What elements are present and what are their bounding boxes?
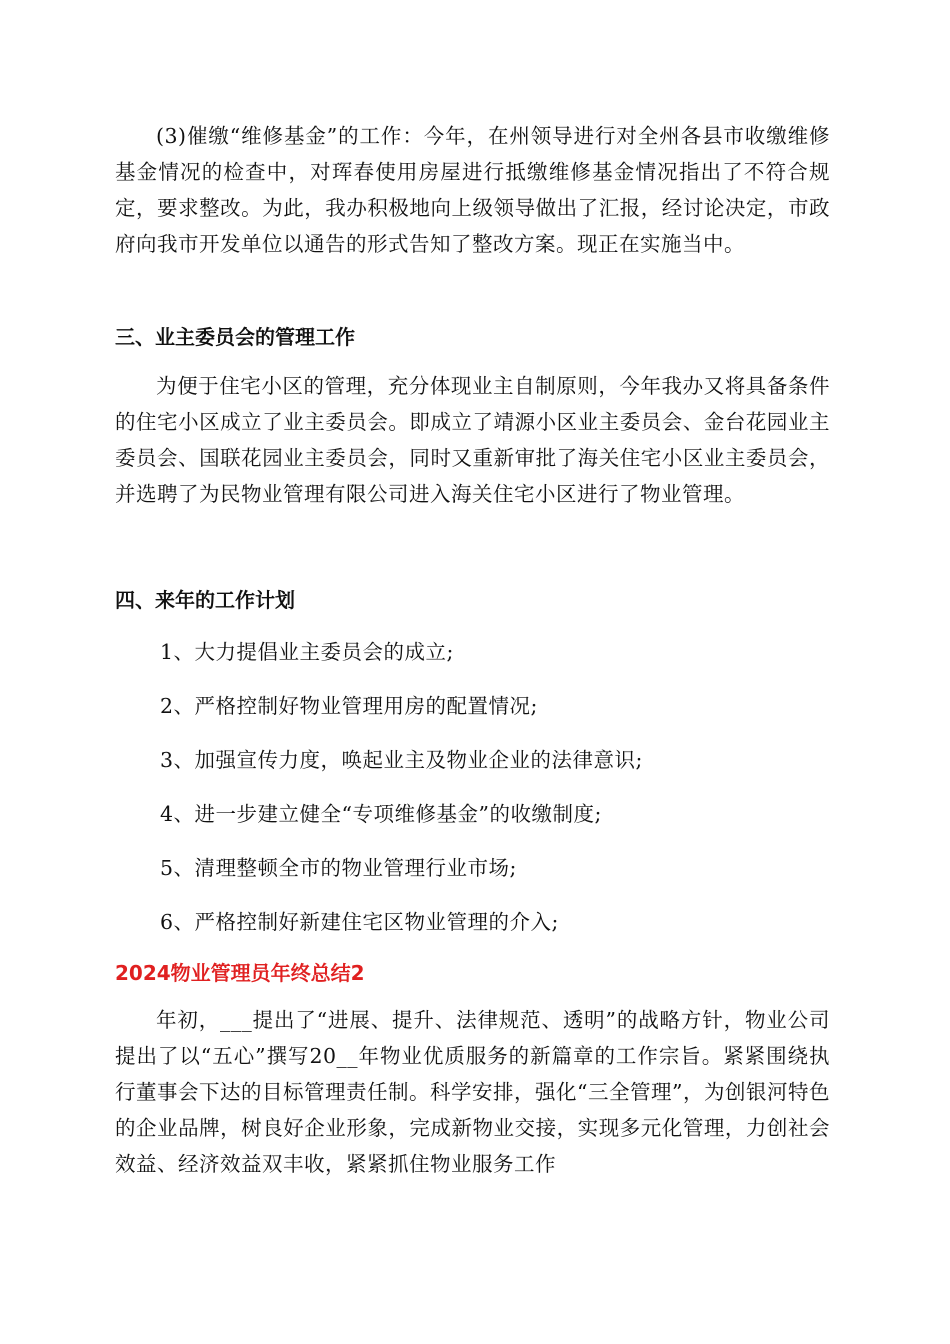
heading-next-year-plan: 四、来年的工作计划 (115, 588, 295, 612)
list-item: 3、加强宣传力度，唤起业主及物业企业的法律意识; (160, 748, 643, 772)
heading-owners-committee: 三、业主委员会的管理工作 (115, 325, 355, 349)
list-item: 1、大力提倡业主委员会的成立; (160, 640, 454, 664)
paragraph-owners-committee: 为便于住宅小区的管理，充分体现业主自制原则，今年我办又将具备条件的住宅小区成立了业主委员会。即成立了靖源小区业主委员会、金台花园业主委员会、国联花园业主委员会，同时又重新审批了海关住宅小区业主委员会，并选聘了为民物业管理有限公司进入海关住宅小区进行了物业管理。 (115, 374, 830, 506)
list-item: 4、进一步建立健全“专项维修基金”的收缴制度; (160, 802, 602, 826)
paragraph-maintenance-fund: (3)催缴“维修基金”的工作：今年，在州领导进行对全州各县市收缴维修基金情况的检查中，对珲春使用房屋进行抵缴维修基金情况指出了不符合规定，要求整改。为此，我办积极地向上级领导做出了汇报，经讨论决定，市政府向我市开发单位以通告的形式告知了整改方案。现正在实施当中。 (115, 124, 830, 256)
section-title-summary-2: 2024物业管理员年终总结2 (115, 961, 365, 985)
list-item: 2、严格控制好物业管理用房的配置情况; (160, 694, 538, 718)
list-item: 5、清理整顿全市的物业管理行业市场; (160, 856, 517, 880)
list-item: 6、严格控制好新建住宅区物业管理的介入; (160, 910, 559, 934)
paragraph-summary-2: 年初，___提出了“进展、提升、法律规范、透明”的战略方针，物业公司提出了以“五心”撰写20__年物业优质服务的新篇章的工作宗旨。紧紧围绕执行董事会下达的目标管理责任制。科学安排，强化“三全管理”，为创银河特色的企业品牌，树良好企业形象，完成新物业交接，实现多元化管理，力创社会效益、经济效益双丰收，紧紧抓住物业服务工作 (115, 1008, 830, 1176)
